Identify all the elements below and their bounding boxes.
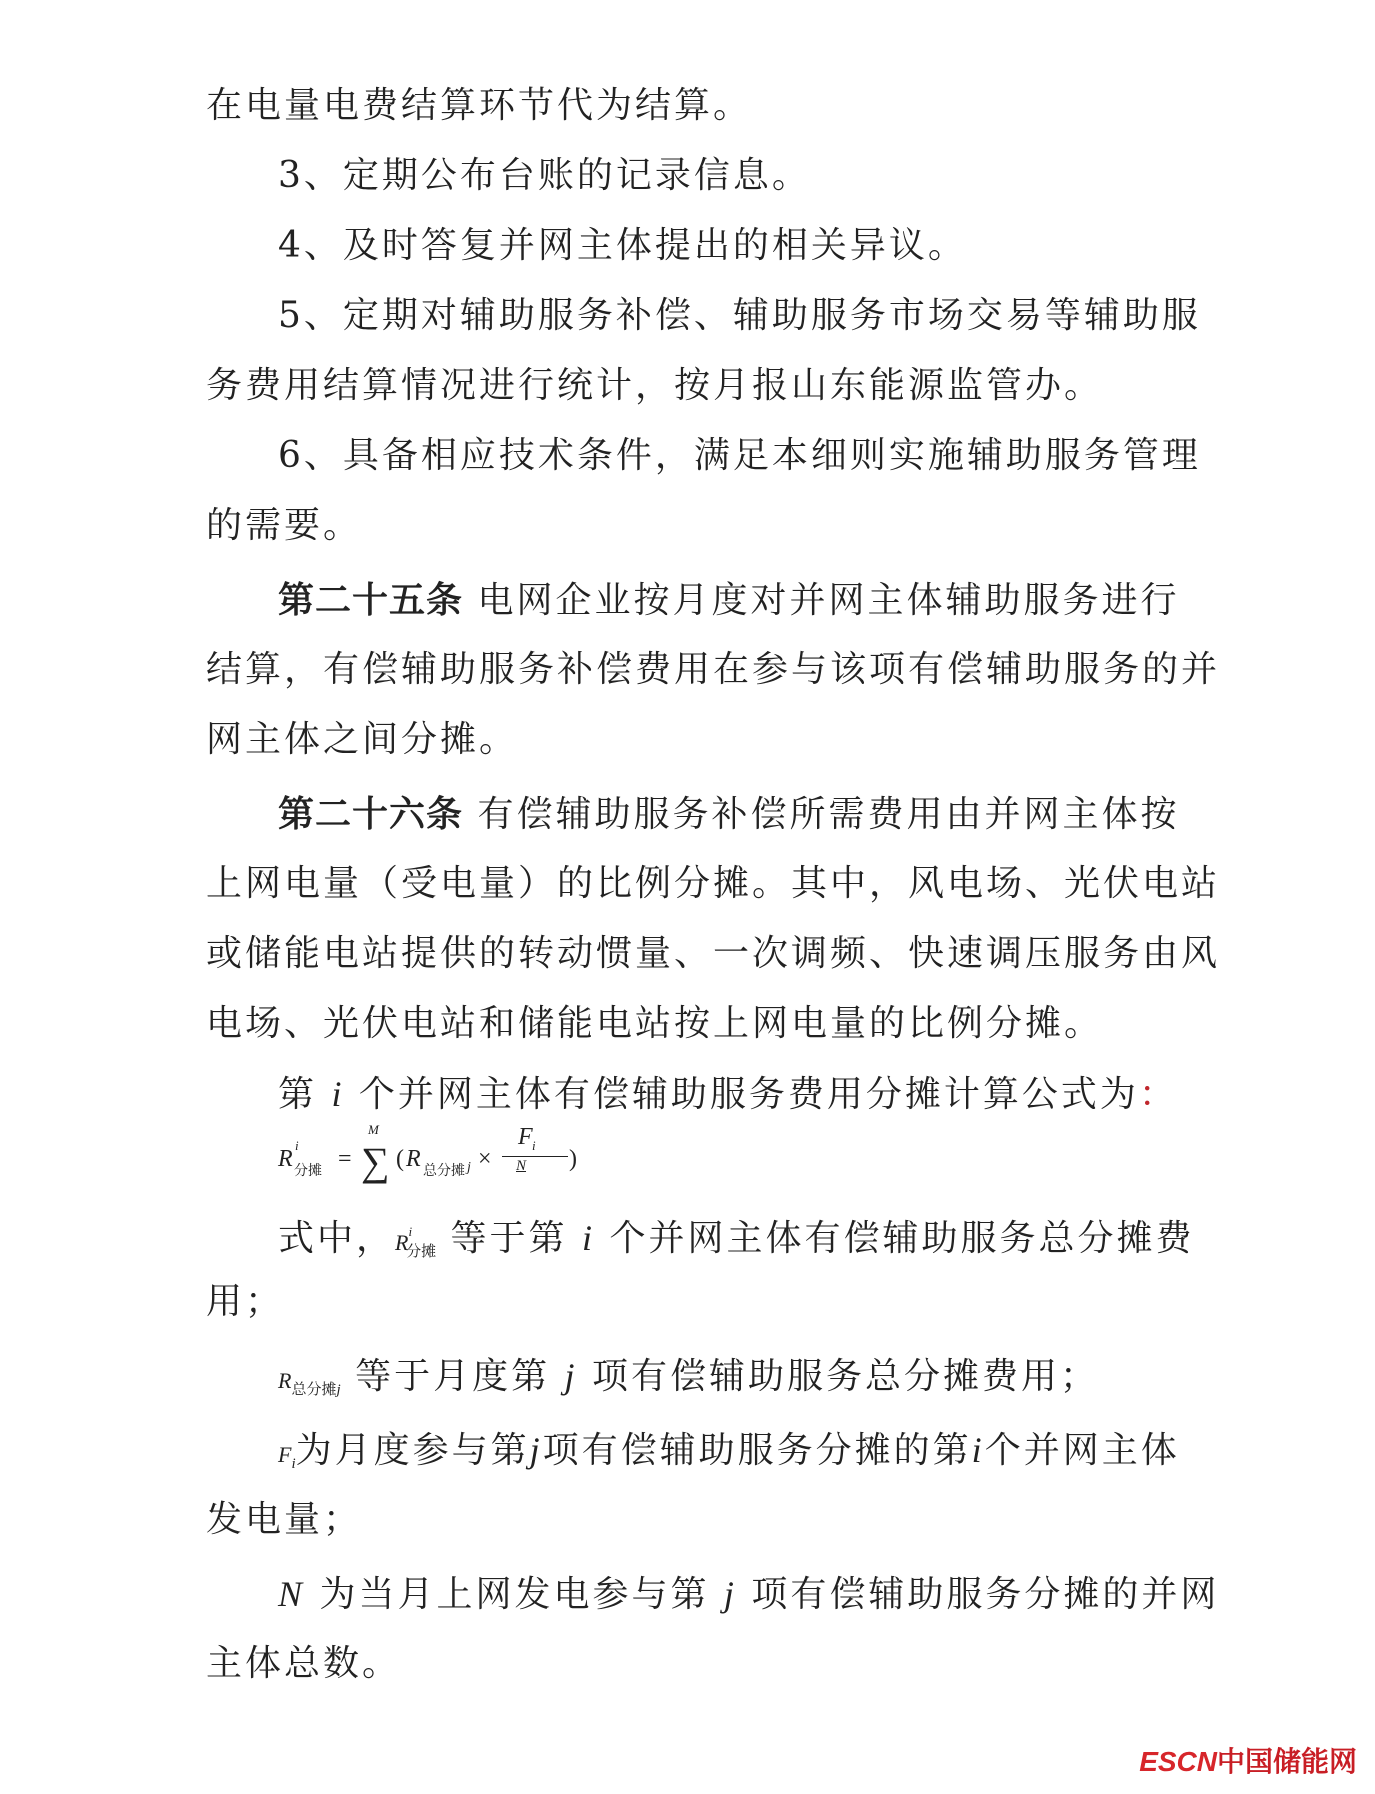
formula-fraction-bar: [502, 1156, 568, 1157]
article-26-cont: 或储能电站提供的转动惯量、一次调频、快速调压服务由风: [206, 933, 1221, 974]
escn-watermark-logo: [1139, 1740, 1357, 1780]
list-item-6: 6、具备相应技术条件，满足本细则实施辅助服务管理: [278, 435, 1201, 476]
formula-sup-i: i: [295, 1138, 299, 1153]
formula-sub-fentan: 分摊: [294, 1164, 322, 1179]
n-symbol: N: [278, 1574, 306, 1614]
formula-open-paren: (: [396, 1146, 404, 1172]
formula-intro-text: 个并网主体有偿辅助服务费用分摊计算公式为: [344, 1074, 1139, 1115]
article-25-text: 电网企业按月度对并网主体辅助服务进行: [463, 580, 1180, 621]
article-26-cont: 上网电量（受电量）的比例分摊。其中，风电场、光伏电站: [206, 863, 1221, 904]
fi-i: i: [971, 1430, 985, 1470]
fi-text: 为月度参与第: [295, 1430, 530, 1471]
fi-definition: [278, 1428, 1180, 1486]
article-26-text: 有偿辅助服务补偿所需费用由并网主体按: [463, 794, 1180, 835]
r-total-definition: [278, 1354, 1171, 1412]
logo-en: ESCN: [1139, 1746, 1217, 1777]
article-26-cont: 电场、光伏电站和储能电站按上网电量的比例分摊。: [206, 1003, 1104, 1044]
fi-text: 项有偿辅助服务分摊的第: [542, 1430, 972, 1471]
r-total-j: j: [564, 1356, 578, 1396]
r-total-text: 项有偿辅助服务总分摊费用；: [577, 1356, 1099, 1397]
n-definition-cont: 主体总数。: [206, 1643, 402, 1684]
formula-intro-i: i: [331, 1074, 345, 1114]
inline-r-fentan: $R^i_{分摊}$: [395, 1224, 437, 1260]
inline-fi: $F_i$: [278, 1442, 296, 1472]
paragraph-line: 在电量电费结算环节代为结算。: [206, 85, 753, 126]
article-25-cont: 结算，有偿辅助服务补偿费用在参与该项有偿辅助服务的并: [206, 649, 1221, 690]
list-item-6-cont: 的需要。: [206, 505, 363, 546]
n-text: 项有偿辅助服务分摊的并网: [736, 1574, 1220, 1615]
article-26-title: 第二十六条: [278, 793, 464, 835]
formula-r: R: [278, 1146, 293, 1172]
where-text: 式中，: [278, 1218, 396, 1259]
article-25: [278, 578, 1180, 623]
where-text: 个并网主体有偿辅助服务总分摊费: [595, 1218, 1195, 1259]
article-26: [278, 792, 1180, 837]
formula-n: N: [516, 1158, 527, 1174]
formula-times: ×: [478, 1146, 492, 1172]
list-item-5-cont: 务费用结算情况进行统计，按月报山东能源监管办。: [206, 365, 1104, 406]
formula-sub-fi: i: [532, 1138, 536, 1153]
where-line-cont: 用；: [206, 1281, 285, 1322]
formula-sigma: ∑: [361, 1139, 390, 1184]
list-item-4: 4、及时答复并网主体提出的相关异议。: [278, 225, 967, 266]
logo-cn: 中国储能网: [1216, 1746, 1357, 1777]
article-25-cont: 网主体之间分摊。: [206, 719, 519, 760]
formula-close-paren: ): [569, 1146, 577, 1172]
r-total-text: 等于月度第: [340, 1356, 565, 1397]
formula-f: F: [518, 1124, 533, 1150]
formula-sub-j: j: [467, 1160, 471, 1175]
formula-intro-colon: ：: [1138, 1074, 1178, 1115]
fi-definition-cont: 发电量；: [206, 1499, 363, 1540]
inline-r-total: $R_{总分摊j}$: [278, 1368, 341, 1398]
formula-eq: =: [338, 1146, 352, 1172]
n-j: j: [723, 1574, 737, 1614]
where-line: [278, 1210, 1195, 1274]
list-item-5: 5、定期对辅助服务补偿、辅助服务市场交易等辅助服: [278, 295, 1201, 336]
where-text: 等于第: [436, 1218, 582, 1259]
formula-intro-text: 第: [278, 1074, 332, 1115]
fi-text: 个并网主体: [984, 1430, 1180, 1471]
formula-intro: [278, 1072, 1178, 1117]
fi-j: j: [529, 1430, 543, 1470]
article-25-title: 第二十五条: [278, 579, 464, 621]
formula-sub-zong: 总分摊: [423, 1164, 465, 1179]
n-definition: [278, 1572, 1220, 1617]
where-i: i: [582, 1218, 596, 1258]
formula-upper-m: M: [368, 1122, 379, 1137]
list-item-3: 3、定期公布台账的记录信息。: [278, 155, 811, 196]
n-text: 为当月上网发电参与第: [305, 1574, 724, 1615]
formula-r-total: R: [406, 1146, 421, 1172]
